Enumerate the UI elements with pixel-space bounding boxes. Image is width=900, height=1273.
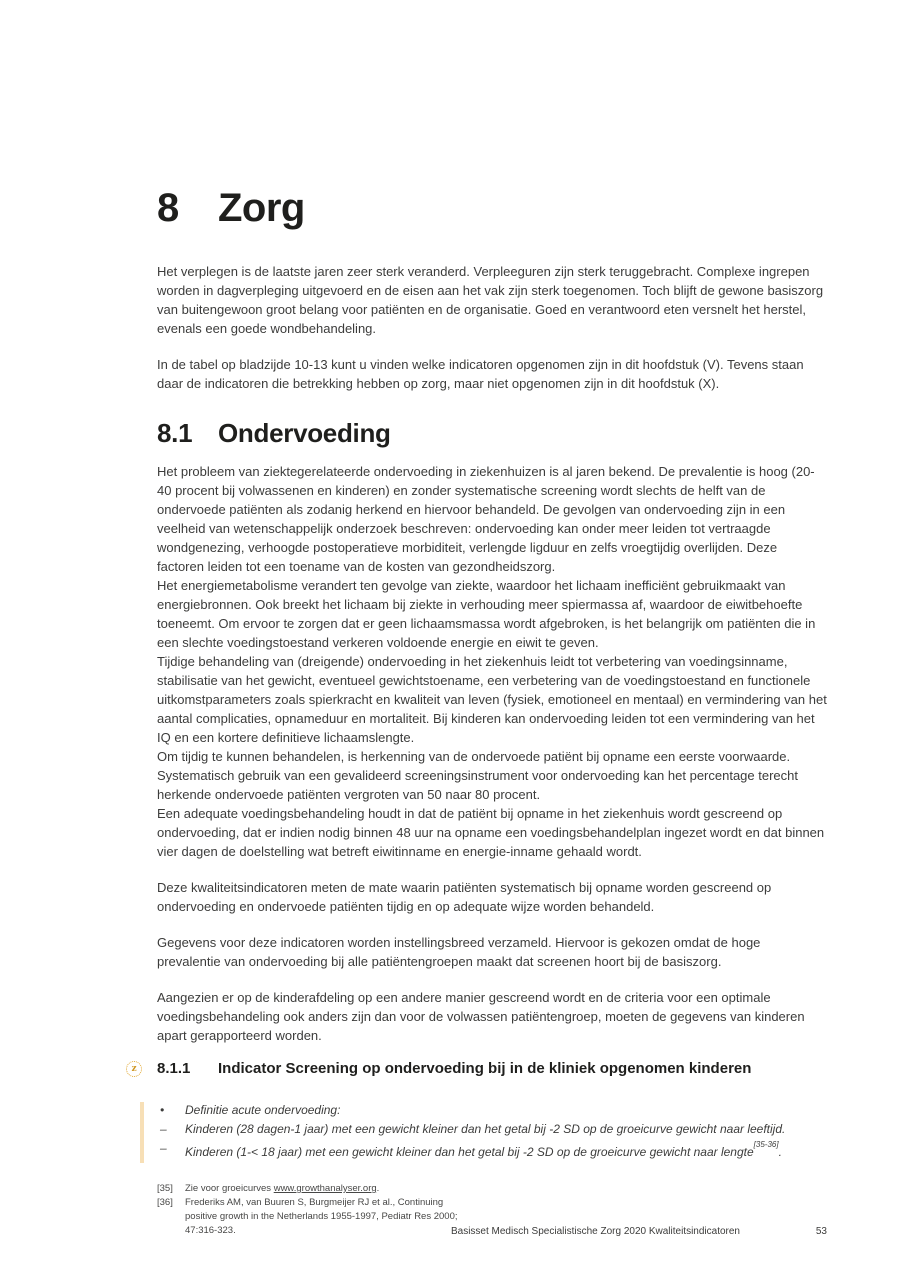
zorg-badge-letter: z <box>131 1063 137 1074</box>
page-footer <box>157 1226 827 1237</box>
section-paragraph-6: Deze kwaliteitsindicatoren meten de mate waarin patiënten systematisch bij opname worden gescreend op ondervoeding en ondervoede patiënten tijdig en op adequate wijze worden behandeld. <box>157 880 772 914</box>
intro-paragraph-2: In de tabel op bladzijde 10-13 kunt u vinden welke indicatoren opgenomen zijn in dit hoofdstuk (V). Tevens staan daar de indicatoren die betrekking hebben op zorg, maar niet opgenomen zijn in dit hoofdstuk (X). <box>157 357 804 391</box>
page-number: 53 <box>815 1226 827 1237</box>
subsection-heading <box>131 1059 827 1079</box>
chapter-title: Zorg <box>218 186 305 230</box>
bullet-marker: • <box>160 1103 165 1117</box>
list-item <box>157 1139 827 1162</box>
footnote-text <box>185 1182 477 1196</box>
footnote-text-prefix: Zie voor groeicurves <box>185 1183 274 1194</box>
definition-text: Definitie acute ondervoeding: <box>185 1103 341 1117</box>
list-item <box>157 1101 827 1120</box>
footnote-text-suffix: . <box>376 1183 380 1194</box>
intro-paragraph-1: Het verplegen is de laatste jaren zeer sterk veranderd. Verpleeguren zijn sterk teruggebracht. Complexe ingrepen worden in dagverpleging uitgevoerd en de eisen aan het vak zijn sterk toegenomen. Toch blijft de gewone basiszorg van buitengewoon groot belang voor patiënten en de organisatie. Goed en verantwoord eten versnelt het herstel, evenals een goede wondbehandeling. <box>157 264 824 336</box>
subsection-title: Indicator Screening op ondervoeding bij in de kliniek opgenomen kinderen <box>218 1060 752 1077</box>
section-paragraph-7: Gegevens voor deze indicatoren worden instellingsbreed verzameld. Hiervoor is gekozen omdat de hoge prevalentie van ondervoeding bij alle patiëntengroepen maakt dat screenen hoort bij de basiszorg. <box>157 935 761 969</box>
footnote-label: [36] <box>157 1197 173 1208</box>
definition-text: Kinderen (28 dagen-1 jaar) met een gewicht kleiner dan het getal bij -2 SD op de groeicurve gewicht naar leeftijd. <box>185 1122 786 1136</box>
definition-list <box>157 1101 827 1162</box>
page-content <box>131 0 827 1238</box>
chapter-heading <box>157 186 827 230</box>
footnote-text: Frederiks AM, van Buuren S, Burgmeijer RJ et al., Continuing positive growth in the Netherlands 1955-1997, Pediatr Res 2000; 47:316-323. <box>185 1197 458 1236</box>
section-paragraph-3: Tijdige behandeling van (dreigende) ondervoeding in het ziekenhuis leidt tot verbetering van voedingsinname, stabilisatie van het gewicht, eventueel gewichtstoename, een verbetering van de voedingstoestand en functionele uitkomstparameters zoals spierkracht en kwaliteit van leven (fysiek, emotioneel en mentaal) en vermindering van het aantal complicaties, opnameduur en mortaliteit. Bij kinderen kan ondervoeding leiden tot een vermindering van het IQ en een kortere definitieve lichaamslengte. <box>157 654 827 745</box>
section-paragraph-2: Het energiemetabolisme verandert ten gevolge van ziekte, waardoor het lichaam inefficiënt gebruikmaakt van energiebronnen. Ook breekt het lichaam bij ziekte in verhouding meer spiermassa af, waardoor de eiwitbehoefte toeneemt. Om ervoor te zorgen dat er geen lichaamsmassa wordt afgebroken, is het belangrijk om patiënten die in een slechte voedingstoestand verkeren voldoende energie en eiwit te geven. <box>157 578 816 650</box>
footnote-label: [35] <box>157 1183 173 1194</box>
chapter-number: 8 <box>157 186 179 230</box>
dash-marker: – <box>160 1141 167 1155</box>
growthanalyser-link[interactable]: www.growthanalyser.org <box>273 1183 377 1194</box>
section-number: 8.1 <box>157 418 193 448</box>
dash-marker: – <box>160 1122 167 1136</box>
accent-bar <box>140 1102 144 1163</box>
footnote-reference: [35-36] <box>753 1140 779 1149</box>
section-body <box>157 462 827 1045</box>
footnote-35 <box>157 1182 827 1196</box>
section-paragraph-4: Om tijdig te kunnen behandelen, is herkenning van de ondervoede patiënt bij opname een eerste voorwaarde. Systematisch gebruik van een gevalideerd screeningsinstrument voor ondervoeding kan het percentage terecht herkende ondervoede patiënten vergroten van 50 naar 80 procent. <box>157 749 798 802</box>
section-paragraph-1: Het probleem van ziektegerelateerde ondervoeding in ziekenhuizen is al jaren bekend. De prevalentie is hoog (20-40 procent bij volwassenen en kinderen) en zonder systematische screening wordt slechts de helft van de ondervoede patiënten als zodanig herkend en hiervoor behandeld. De gevolgen van ondervoeding zijn in een veelheid van wetenschappelijk onderzoek beschreven: ondervoeding kan onder meer leiden tot vertraagde wondgenezing, verhoogde postoperatieve morbiditeit, verlengde ligduur en zelfs vroegtijdig overlijden. Deze factoren leiden tot een toename van de kosten van gezondheidszorg. <box>157 464 815 574</box>
zorg-badge-icon <box>126 1061 142 1077</box>
list-item <box>157 1120 827 1139</box>
section-paragraph-8: Aangezien er op de kinderafdeling op een andere manier gescreend wordt en de criteria voor een optimale voedingsbehandeling ook anders zijn dan voor de volwassen patiëntengroep, moeten de gegevens van kinderen apart gerapporteerd worden. <box>157 990 805 1043</box>
section-paragraph-5: Een adequate voedingsbehandeling houdt in dat de patiënt bij opname in het ziekenhuis wordt gescreend op ondervoeding, dat er indien nodig binnen 48 uur na opname een voedingsbehandelplan ingezet wordt en dat binnen vier dagen de doelstelling wat betreft eiwitinname en energie-inname gehaald wordt. <box>157 806 825 859</box>
footer-book-title: Basisset Medisch Specialistische Zorg 2020 Kwaliteitsindicatoren <box>450 1226 740 1237</box>
definition-text-main: Kinderen (1-< 18 jaar) met een gewicht kleiner dan het getal bij -2 SD op de groeicurve gewicht naar lengte <box>185 1145 754 1159</box>
definition-text <box>185 1139 827 1162</box>
subsection-number: 8.1.1 <box>157 1060 191 1077</box>
section-title: Ondervoeding <box>218 418 391 448</box>
definition-text-suffix: . <box>778 1145 782 1159</box>
section-heading <box>157 418 827 448</box>
